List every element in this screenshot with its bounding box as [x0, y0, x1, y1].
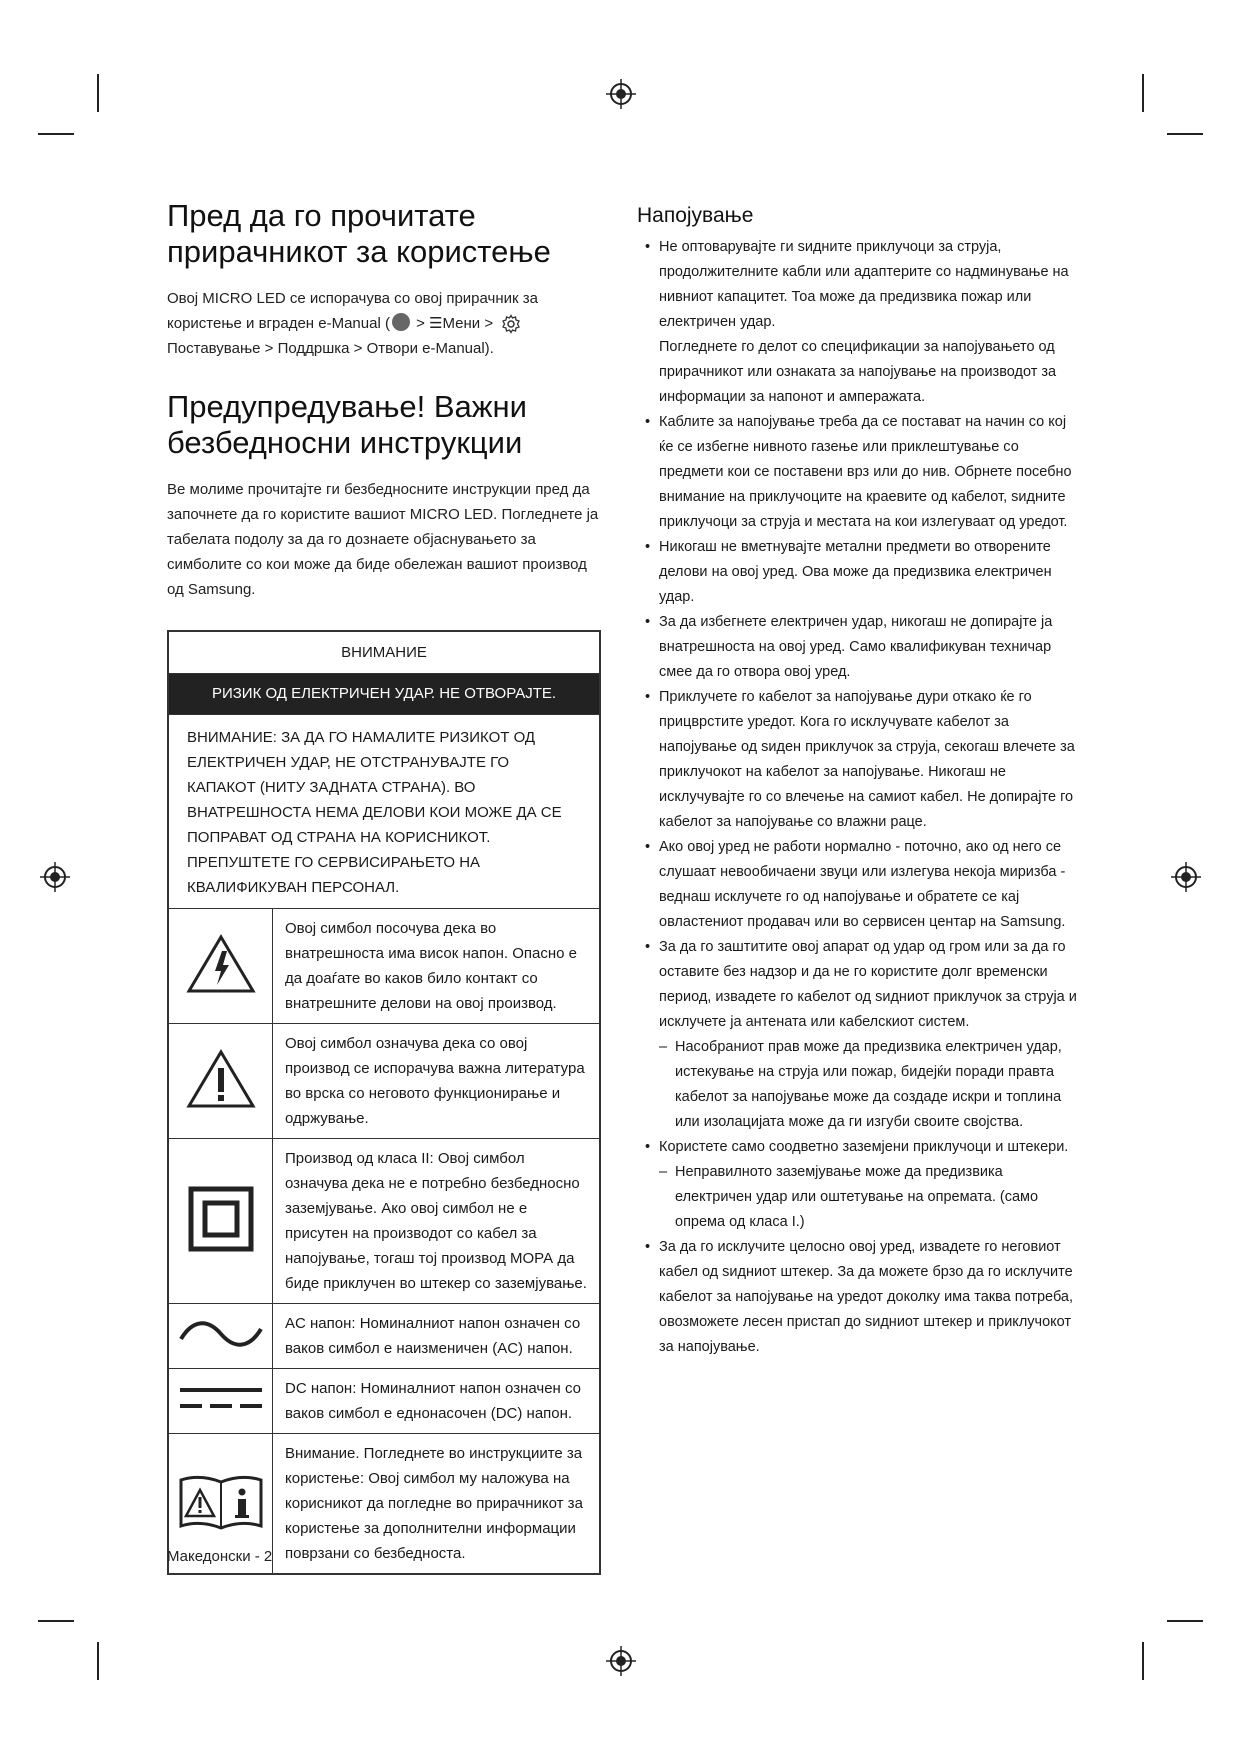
symbol-row	[168, 1024, 600, 1139]
menu-path: Поставување > Поддршка > Отвори e-Manual).	[167, 340, 494, 357]
warning-banner: РИЗИК ОД ЕЛЕКТРИЧЕН УДАР. НЕ ОТВОРАЈТЕ.	[168, 674, 600, 715]
warning-header: ВНИМАНИЕ	[168, 631, 600, 674]
symbol-row	[168, 1304, 600, 1369]
crop-mark	[97, 1642, 99, 1680]
page-title: Пред да го прочитате прирачникот за користење	[167, 198, 551, 269]
crop-mark	[1142, 74, 1144, 112]
registration-mark-icon	[40, 862, 70, 892]
symbol-cell	[168, 909, 273, 1024]
list-item: • За да избегнете електричен удар, никогаш не допирајте ја внатрешноста на овој уред. Само квалификуван техничар смее да го отвора овој уред.	[637, 610, 1083, 685]
bullet-text: Користете само соодветно заземјени приклучоци и штекери.	[659, 1139, 1069, 1155]
list-item	[637, 235, 1083, 410]
power-heading: Напојување	[637, 204, 754, 227]
dash-subitem: – Насобраниот прав може да предизвика електричен удар, истекување на струја или пожар, бидејќи поради правта кабелот за напојување може да создаде искри и топлина или изолацијата може да ги изгуби своите својства.	[637, 1035, 1083, 1135]
symbol-row	[168, 1139, 600, 1304]
bullet-text: За да го заштитите овој апарат од удар од гром или за да го оставите без надзор и да не го користите долг временски период, извадете го кабелот од ѕидниот приклучок за струја и исклучете ја антената или кабелскиот систем.	[659, 939, 1077, 1030]
symbol-description: Внимание. Погледнете во инструкциите за користење: Овој симбол му наложува на корисникот да погледне во прирачникот за користење за дополнителни информации поврзани со безбедноста.	[273, 1434, 601, 1575]
symbol-cell	[168, 1369, 273, 1434]
crop-mark	[38, 1620, 74, 1622]
right-column	[637, 204, 1083, 1360]
symbol-cell	[168, 1139, 273, 1304]
symbol-description: Производ од класа II: Овој симбол означува дека не е потребно безбедносно заземјување. Ако овој симбол не е присутен на производот со кабел за напојување, тогаш тој производ МОРА да биде приклучен во штекер со заземјување.	[273, 1139, 601, 1304]
consult-manual-icon	[178, 1472, 264, 1532]
bullet-subparagraph: Погледнете го делот со спецификации за напојувањето од прирачникот или ознаката за напојување на производот за информации за напонот и амперажата.	[659, 339, 1057, 405]
list-item: • Каблите за напојување треба да се постават на начин со кој ќе се избегне нивното газење или приклештување со предмети кои се поставени врз или до нив. Обрнете посебно внимание на приклучоците на краевите од кабелот, ѕидните приклучоци за струја и местата на кои излегуваат од уредот.	[637, 410, 1083, 535]
symbol-cell	[168, 1024, 273, 1139]
warning-table	[167, 630, 601, 1575]
symbol-description: DC напон: Номиналниот напон означен со ваков симбол е еднонасочен (DC) напон.	[273, 1369, 601, 1434]
list-item: • Ако овој уред не работи нормално - поточно, ако од него се слушаат невообичаени звуци или излегува некоја миризба - веднаш исклучете го од напојување и обратете се кај овластениот продавач или во сервисен центар на Samsung.	[637, 835, 1083, 935]
left-column	[167, 198, 605, 1575]
class-ii-double-square-icon	[187, 1185, 255, 1253]
list-item: • Никогаш не вметнувајте метални предмети во отворените делови на овој уред. Ова може да предизвика електричен удар.	[637, 535, 1083, 610]
bullet-text: Не оптоварувајте ги ѕидните приклучоци за струја, продолжителните кабли или адаптерите со надминување на нивниот капацитет. Тоа може да предизвика пожар или електричен удар.	[659, 239, 1069, 330]
registration-mark-icon	[606, 79, 636, 109]
list-item	[637, 1135, 1083, 1235]
list-item	[637, 935, 1083, 1135]
gear-icon	[501, 314, 521, 334]
symbol-description: AC напон: Номиналниот напон означен со ваков симбол е наизменичен (AC) напон.	[273, 1304, 601, 1369]
list-item: • Приклучете го кабелот за напојување дури откако ќе го прицврстите уредот. Кога го исклучувате кабелот за напојување од ѕиден приклучок за струја, секогаш влечете за приклучокот на кабелот за напојување. Никогаш не исклучувајте го со влечење на самиот кабел. Не допирајте го кабелот за напојување со влажни раце.	[637, 685, 1083, 835]
symbol-cell	[168, 1304, 273, 1369]
symbol-description: Овој симбол посочува дека во внатрешноста има висок напон. Опасно е да доаѓате во каков било контакт со внатрешните делови на овој производ.	[273, 909, 601, 1024]
crop-mark	[1167, 1620, 1203, 1622]
intro-text: Овој MICRO LED се испорачува со овој прирачник за користење и вграден e-Manual	[167, 290, 538, 332]
crop-mark	[97, 74, 99, 112]
power-instructions-list	[637, 235, 1083, 1360]
ac-wave-icon	[178, 1317, 264, 1351]
intro-paragraph: Овој MICRO LED се испорачува со овој прирачник за користење и вграден e-Manual ( > ☰Мени > Поставување > Поддршка > Отвори e-Manual).	[167, 290, 538, 357]
registration-mark-icon	[606, 1646, 636, 1676]
exclamation-warning-icon	[185, 1048, 257, 1110]
crop-mark	[38, 133, 74, 135]
safety-intro: Ве молиме прочитајте ги безбедносните инструкции пред да започнете да го користите вашиот MICRO LED. Погледнете ја табелата подолу за да го дознаете објаснувањето за симболите со кои може да биде обележан вашиот производ од Samsung.	[167, 481, 599, 598]
symbol-row	[168, 1369, 600, 1434]
symbol-description: Овој симбол означува дека со овој производ се испорачува важна литература во врска со неговото функционирање и одржување.	[273, 1024, 601, 1139]
symbol-row	[168, 909, 600, 1024]
crop-mark	[1142, 1642, 1144, 1680]
high-voltage-icon	[185, 933, 257, 995]
dc-lines-icon	[178, 1382, 264, 1416]
dash-subitem: – Неправилното заземјување може да предизвика електричен удар или оштетување на опремата. (само опрема од класа I.)	[637, 1160, 1083, 1235]
safety-title: Предупредување! Важни безбедносни инструкции	[167, 389, 527, 460]
registration-mark-icon	[1171, 862, 1201, 892]
list-item: • За да го исклучите целосно овој уред, извадете го неговиот кабел од ѕидниот штекер. За да можете брзо да го исклучите кабелот за напојување на уредот доколку има таква потреба, овозможете лесен пристап до ѕидниот штекер и приклучокот за напојување.	[637, 1235, 1083, 1360]
crop-mark	[1167, 133, 1203, 135]
page-number: Македонски - 2	[167, 1548, 273, 1565]
menu-label: Мени	[442, 315, 481, 332]
home-icon	[392, 313, 410, 331]
caution-text: ВНИМАНИЕ: ЗА ДА ГО НАМАЛИТЕ РИЗИКОТ ОД ЕЛЕКТРИЧЕН УДАР, НЕ ОТСТРАНУВАЈТЕ ГО КАПАКОТ (НИТУ ЗАДНАТА СТРАНА). ВО ВНАТРЕШНОСТА НЕМА ДЕЛОВИ КОИ МОЖЕ ДА СЕ ПОПРАВАТ ОД СТРАНА НА КОРИСНИКОТ. ПРЕПУШТЕТЕ ГО СЕРВИСИРАЊЕТО НА КВАЛИФИКУВАН ПЕРСОНАЛ.	[168, 715, 600, 909]
